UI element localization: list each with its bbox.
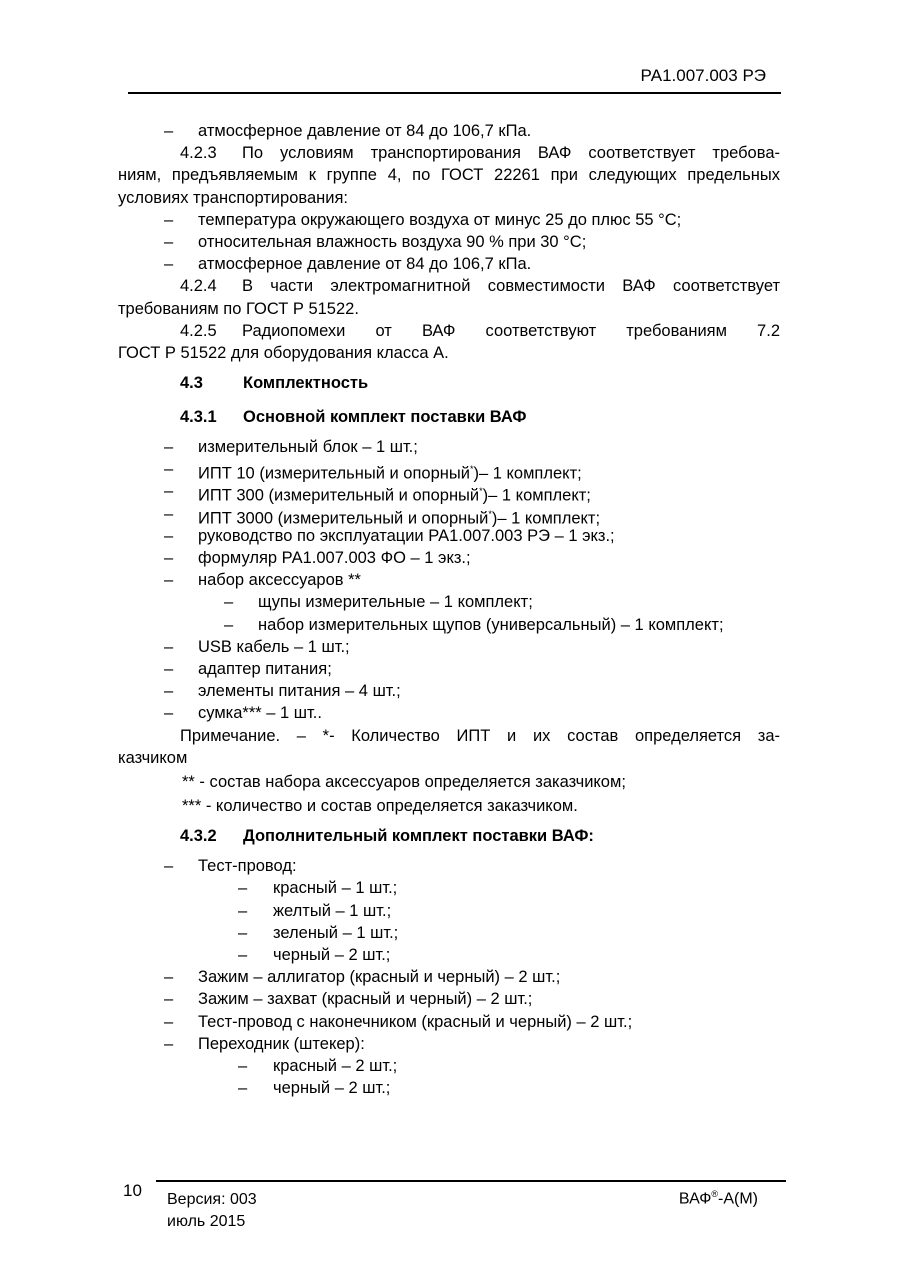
list-item: – формуляр РА1.007.003 ФО – 1 экз.;: [164, 549, 471, 567]
version-label: Версия: 003: [167, 1191, 257, 1208]
header-rule: [128, 92, 781, 94]
page-number: 10: [123, 1181, 142, 1200]
paragraph-line: условиях транспортирования:: [118, 188, 348, 207]
sub-list-item: – набор измерительных щупов (универсальный) – 1 комплект;: [224, 615, 724, 634]
paragraph-line: ниям, предъявляемым к группе 4, по ГОСТ 22261 при следующих предельных: [118, 166, 780, 185]
list-item: – элементы питания – 4 шт.;: [164, 682, 401, 701]
paragraph-4-2-4: 4.2.4 В части электромагнитной совместимости ВАФ соответствует: [180, 277, 780, 296]
list-item: – ИПТ 10 (измерительный и опорный*)– 1 комплект;: [164, 460, 582, 483]
section-heading-4-3-2: 4.3.2 Дополнительный комплект поставки ВАФ:: [180, 827, 594, 846]
list-item: – Переходник (штекер):: [164, 1034, 365, 1053]
list-item: – ИПТ 300 (измерительный и опорный*)– 1 комплект;: [164, 482, 591, 505]
footnote-star: *: [469, 464, 474, 475]
paragraph-4-2-5: 4.2.5 Радиопомехи от ВАФ соответствуют требованиям 7.2: [180, 321, 780, 340]
footnote-star: *: [479, 486, 483, 497]
list-item: – атмосферное давление от 84 до 106,7 кПа.: [164, 122, 532, 140]
list-item: – Зажим – захват (красный и черный) – 2 шт.;: [164, 990, 533, 1009]
note-line: ** - состав набора аксессуаров определяется заказчиком;: [182, 772, 626, 791]
list-item: – Тест-провод с наконечником (красный и черный) – 2 шт.;: [164, 1012, 633, 1031]
note-line: Примечание. – *- Количество ИПТ и их состав определяется за-: [180, 726, 780, 745]
list-item: – температура окружающего воздуха от минус 25 до плюс 55 °С;: [164, 210, 682, 229]
sub-list-item: – черный – 2 шт.;: [238, 946, 391, 964]
list-item: – сумка*** – 1 шт..: [164, 704, 322, 723]
sub-list-item: – красный – 2 шт.;: [238, 1056, 398, 1075]
list-item: – Тест-провод:: [164, 857, 297, 876]
sub-list-item: – щупы измерительные – 1 комплект;: [224, 593, 533, 612]
list-item: – набор аксессуаров **: [164, 571, 361, 590]
section-heading-4-3-1: 4.3.1 Основной комплект поставки ВАФ: [180, 408, 527, 427]
version-date: июль 2015: [167, 1213, 246, 1230]
list-item: – Зажим – аллигатор (красный и черный) – 2 шт.;: [164, 968, 561, 987]
paragraph-line: ГОСТ Р 51522 для оборудования класса А.: [118, 343, 449, 362]
note-line: *** - количество и состав определяется заказчиком.: [182, 797, 578, 816]
doc-code: РА1.007.003 РЭ: [640, 66, 766, 85]
footer-rule: [156, 1180, 786, 1182]
paragraph-line: требованиям по ГОСТ Р 51522.: [118, 299, 359, 318]
sub-list-item: – зеленый – 1 шт.;: [238, 923, 399, 942]
list-item: – измерительный блок – 1 шт.;: [164, 438, 418, 457]
list-item: – адаптер питания;: [164, 659, 332, 678]
list-item: – относительная влажность воздуха 90 % при 30 °С;: [164, 232, 587, 251]
note-line: казчиком: [118, 748, 188, 767]
list-item: – атмосферное давление от 84 до 106,7 кПа.: [164, 255, 532, 274]
section-heading-4-3: 4.3 Комплектность: [180, 374, 369, 393]
sub-list-item: – красный – 1 шт.;: [238, 879, 398, 898]
sub-list-item: – желтый – 1 шт.;: [238, 901, 392, 920]
product-name: ВАФ®-А(М): [678, 1189, 758, 1208]
footnote-star: *: [488, 508, 492, 519]
list-item: – ИПТ 3000 (измерительный и опорный*)– 1 комплект;: [164, 504, 601, 528]
list-item: – USB кабель – 1 шт.;: [164, 637, 350, 656]
list-item: – руководство по эксплуатации РА1.007.003 РЭ – 1 экз.;: [164, 526, 615, 545]
page-content: [118, 120, 780, 1099]
registered-mark: ®: [711, 1189, 719, 1199]
paragraph-4-2-3: 4.2.3 По условиям транспортирования ВАФ соответствует требова-: [180, 144, 780, 163]
version-info: [167, 1189, 257, 1233]
sub-list-item: – черный – 2 шт.;: [238, 1079, 391, 1098]
